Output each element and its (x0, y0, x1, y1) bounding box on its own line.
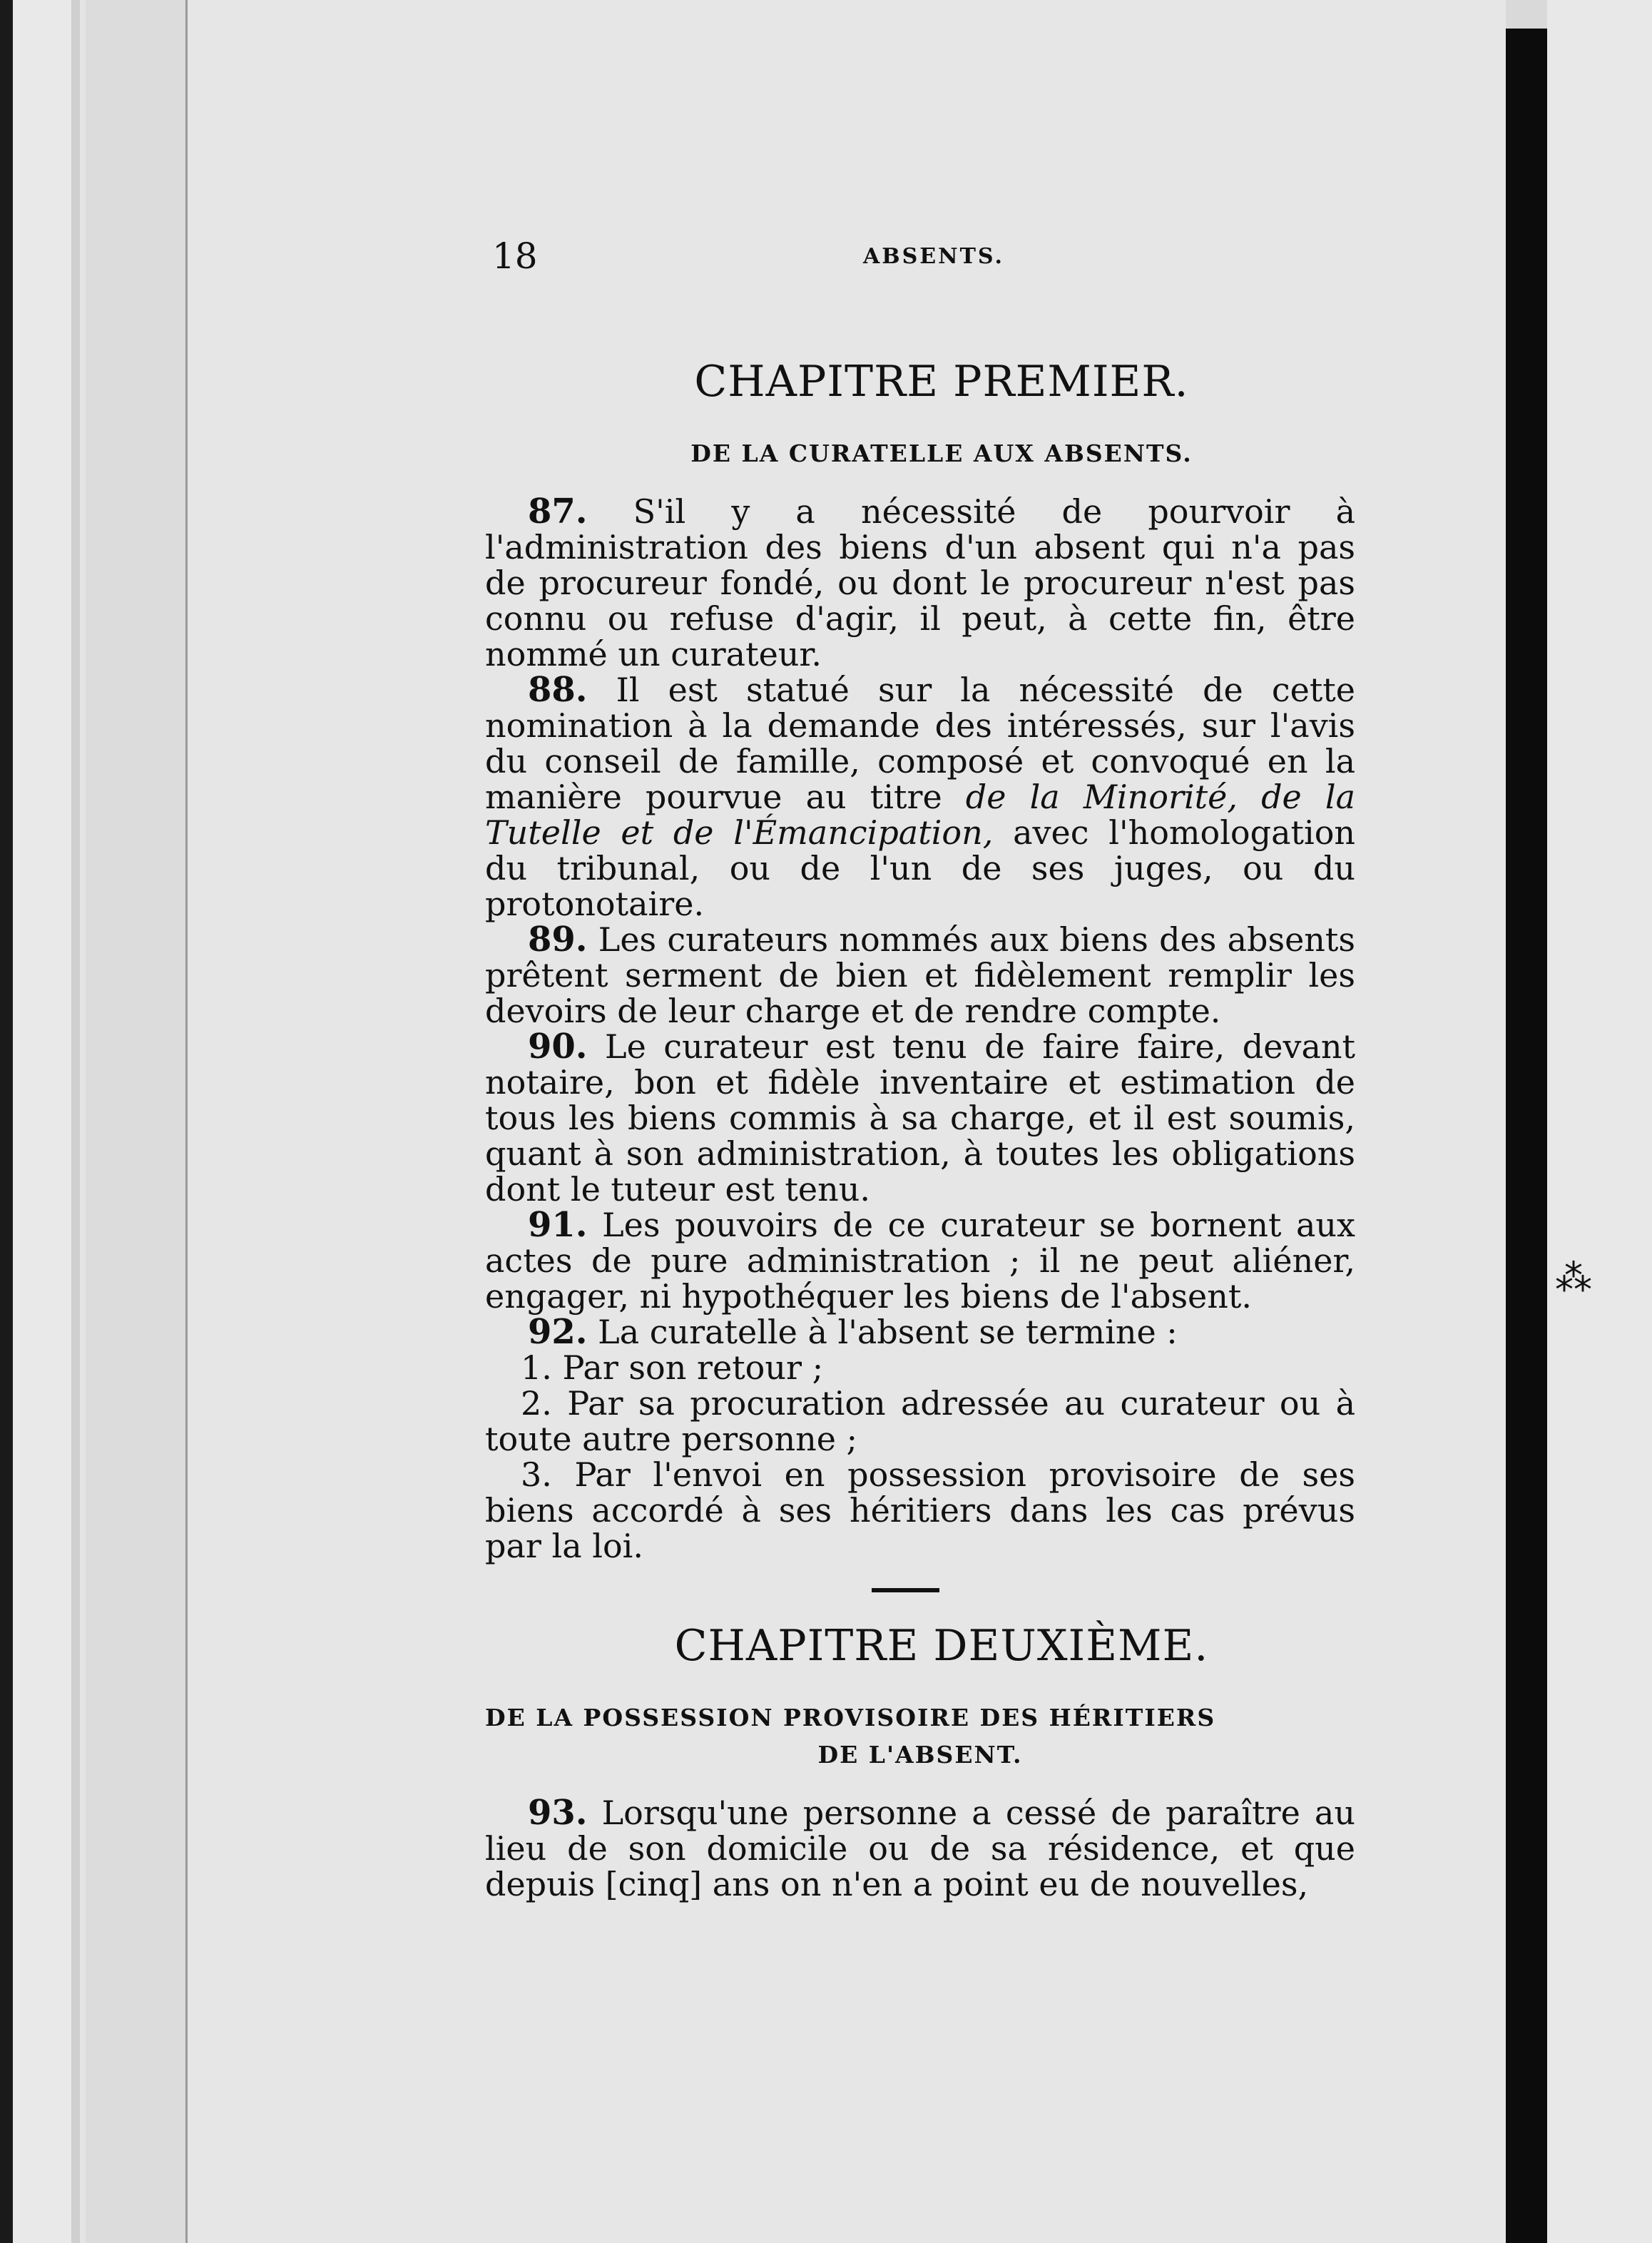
article-text: Le curateur est tenu de faire faire, devant notaire, bon et fidèle inventaire et estimation de tous les biens commis à sa charge, et il est soumis, quant à son administration, à toutes les obligations dont le tuteur est tenu. (485, 1027, 1355, 1209)
section-title-line-1: DE LA POSSESSION PROVISOIRE DES HÉRITIERS (485, 1704, 1216, 1731)
chapter-title-2: CHAPITRE DEUXIÈME. (674, 1621, 1209, 1671)
chapter-title-1: CHAPITRE PREMIER. (694, 357, 1189, 407)
article-93 (485, 1795, 1355, 1902)
running-head (485, 235, 1355, 278)
article-89 (485, 922, 1355, 1029)
enumeration-item: 2. Par sa procuration adressée au curateur ou à toute autre personne ; (485, 1384, 1355, 1458)
enumeration-item: 1. Par son retour ; (521, 1348, 824, 1387)
article-92 (485, 1314, 1355, 1350)
article-87 (485, 494, 1355, 672)
article-91 (485, 1207, 1355, 1314)
enumeration-item: 3. Par l'envoi en possession provisoire de ses biens accordé à ses héritiers dans les cas prévus par la loi. (485, 1455, 1355, 1565)
article-88 (485, 672, 1355, 922)
section-divider (872, 1588, 939, 1592)
margin-ornament-icon: ⁂ (1555, 1257, 1592, 1300)
article-text-continued: avec l'homologation du tribunal, ou de l'un de ses juges, ou du protonotaire. (485, 813, 1356, 923)
article-text: Les pouvoirs de ce curateur se bornent aux actes de pure administration ; il ne peut aliéner, engager, ni hypothéquer les biens de l'absent. (485, 1206, 1356, 1316)
page-text (485, 235, 1355, 1902)
article-number: 88. (528, 670, 588, 710)
scan-left-margin (86, 0, 188, 2243)
section-title-2 (485, 1699, 1355, 1774)
article-number: 90. (528, 1027, 588, 1067)
next-page-edge (1547, 0, 1652, 2243)
article-text: Lorsqu'une personne a cessé de paraître au lieu de son domicile ou de sa résidence, et que depuis [cinq] ans on n'en a point eu de nouvelles, (485, 1794, 1355, 1903)
article-number: 91. (528, 1205, 588, 1245)
page-number: 18 (492, 235, 538, 277)
article-text: S'il y a nécessité de pourvoir à l'administration des biens d'un absent qui n'a pas de procureur fondé, ou dont le procureur n'est pas connu ou refuse d'agir, il peut, à cette fin, être nommé un curateur. (485, 492, 1355, 673)
article-text-italic: de la Minorité, de la Tutelle et de l'Émancipation, (485, 778, 1355, 852)
article-number: 93. (528, 1793, 588, 1833)
article-number: 87. (528, 492, 588, 531)
article-text: Il est statué sur la nécessité de cette nomination à la demande des intéressés, sur l'avis du conseil de famille, composé et convoqué en la manière pourvue au titre (485, 671, 1356, 816)
section-title-1: DE LA CURATELLE AUX ABSENTS. (690, 439, 1193, 467)
article-number: 89. (528, 920, 588, 960)
scan-left-edge (0, 0, 86, 2243)
article-number: 92. (528, 1312, 588, 1352)
section-title-line-2: DE L'ABSENT. (817, 1741, 1023, 1769)
article-text: Les curateurs nommés aux biens des absents prêtent serment de bien et fidèlement remplir les devoirs de leur charge et de rendre compte. (485, 920, 1356, 1030)
article-text: La curatelle à l'absent se termine : (598, 1313, 1178, 1351)
article-90 (485, 1029, 1355, 1207)
book-spine (1506, 29, 1547, 2243)
running-title: ABSENTS. (863, 244, 1004, 269)
